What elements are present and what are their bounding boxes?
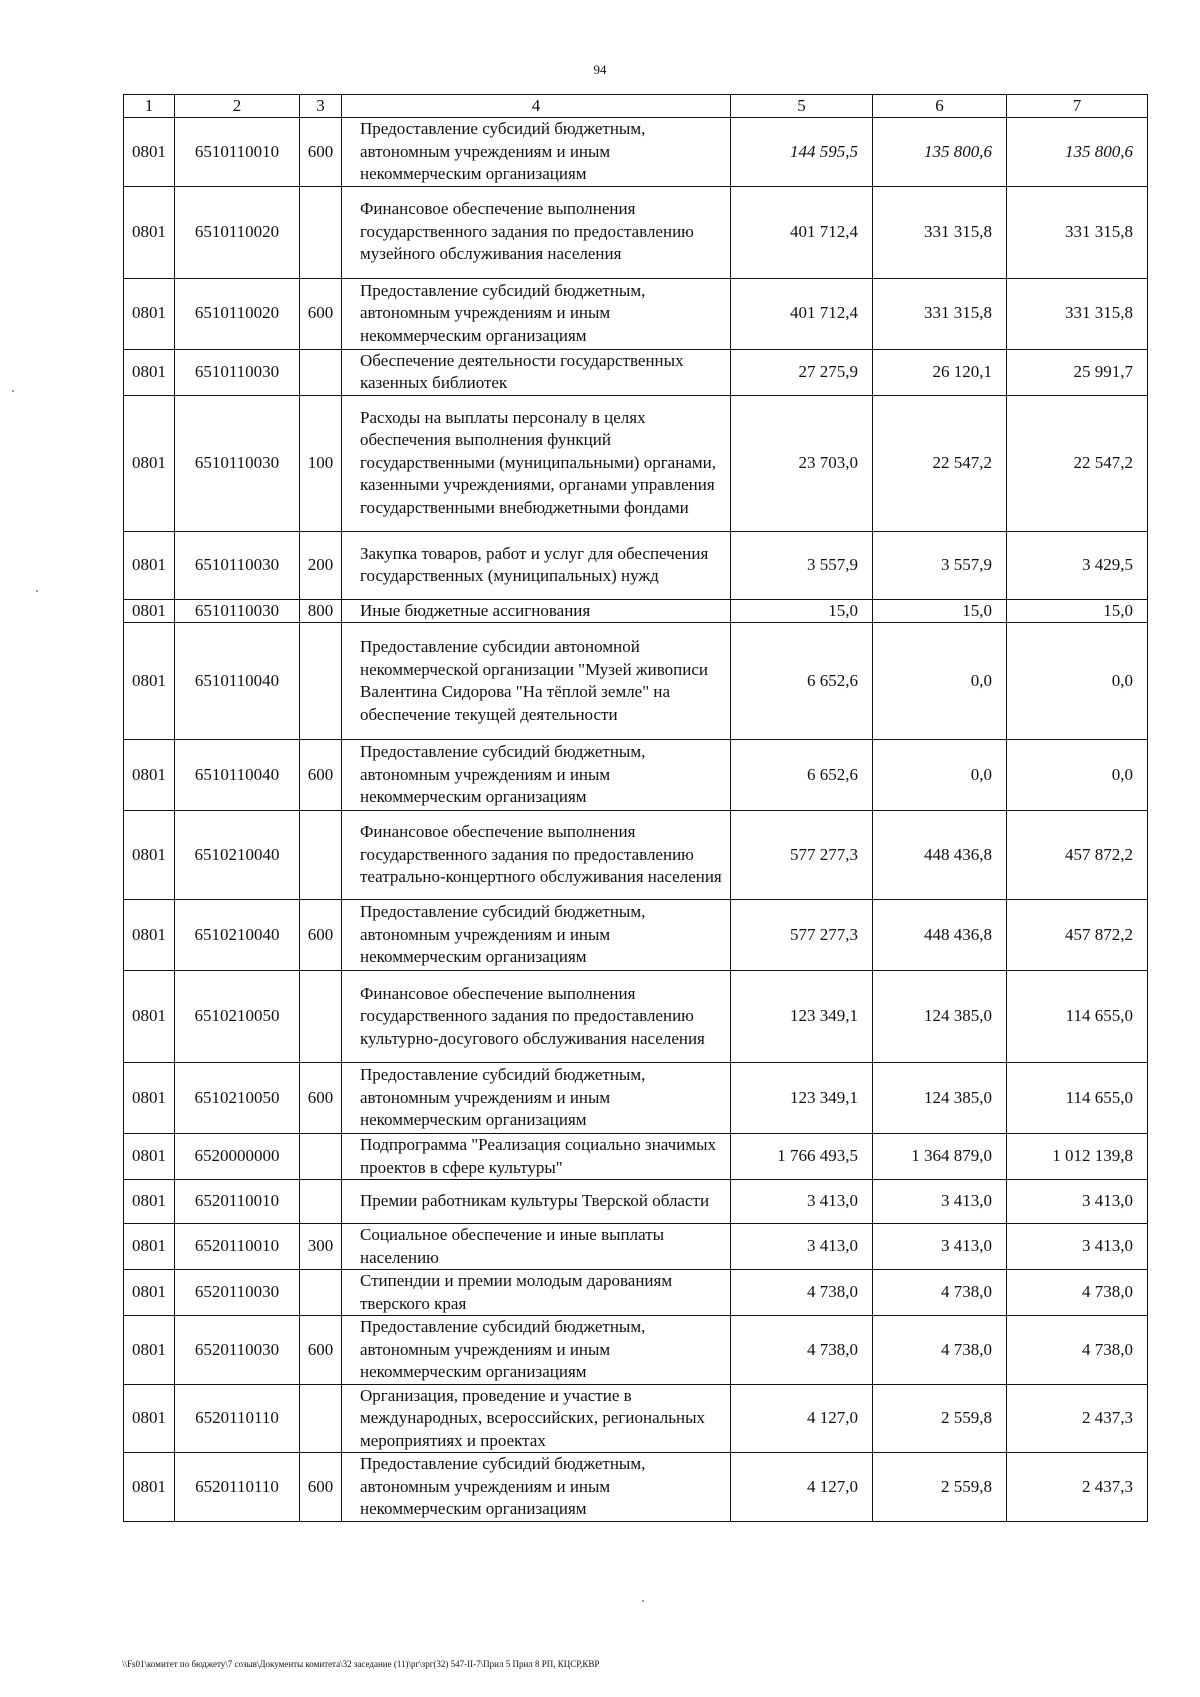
- amount-col5-cell: 577 277,3: [731, 811, 873, 900]
- section-code-cell: 0801: [124, 186, 175, 278]
- table-row: [124, 811, 1148, 900]
- description-cell: Предоставление субсидий бюджетным, автономным учреждениям и иным некоммерческим организациям: [342, 118, 731, 187]
- target-article-cell: 6510110030: [175, 531, 300, 599]
- description-cell: Предоставление субсидий бюджетным, автономным учреждениям и иным некоммерческим организациям: [342, 1063, 731, 1134]
- section-code-cell: 0801: [124, 1270, 175, 1316]
- description-cell: Финансовое обеспечение выполнения государственного задания по предоставлению культурно-досугового обслуживания населения: [342, 971, 731, 1063]
- amount-col6-cell: 0,0: [873, 623, 1007, 740]
- target-article-cell: 6520110010: [175, 1180, 300, 1224]
- target-article-cell: 6510210040: [175, 811, 300, 900]
- amount-col5-cell: 4 738,0: [731, 1316, 873, 1385]
- column-header: 3: [300, 95, 342, 118]
- table-row: [124, 186, 1148, 278]
- target-article-cell: 6520110030: [175, 1316, 300, 1385]
- amount-col7-cell: 2 437,3: [1007, 1384, 1148, 1453]
- amount-col6-cell: 1 364 879,0: [873, 1134, 1007, 1180]
- section-code-cell: 0801: [124, 811, 175, 900]
- section-code-cell: 0801: [124, 1063, 175, 1134]
- scan-speck: [36, 590, 38, 592]
- amount-col7-cell: 0,0: [1007, 623, 1148, 740]
- amount-col6-cell: 3 557,9: [873, 531, 1007, 599]
- page-number: 94: [593, 62, 607, 77]
- amount-col6-cell: 135 800,6: [873, 118, 1007, 187]
- target-article-cell: 6510110010: [175, 118, 300, 187]
- expense-type-cell: [300, 186, 342, 278]
- amount-col5-cell: 4 738,0: [731, 1270, 873, 1316]
- amount-col5-cell: 6 652,6: [731, 740, 873, 811]
- amount-col5-cell: 4 127,0: [731, 1453, 873, 1522]
- section-code-cell: 0801: [124, 278, 175, 349]
- target-article-cell: 6510110020: [175, 186, 300, 278]
- section-code-cell: 0801: [124, 623, 175, 740]
- amount-col6-cell: 2 559,8: [873, 1384, 1007, 1453]
- amount-col5-cell: 3 557,9: [731, 531, 873, 599]
- column-header: 2: [175, 95, 300, 118]
- expense-type-cell: 600: [300, 1063, 342, 1134]
- amount-col5-cell: 1 766 493,5: [731, 1134, 873, 1180]
- table-row: [124, 1384, 1148, 1453]
- expense-type-cell: 600: [300, 118, 342, 187]
- section-code-cell: 0801: [124, 1180, 175, 1224]
- amount-col7-cell: 2 437,3: [1007, 1453, 1148, 1522]
- amount-col5-cell: 6 652,6: [731, 623, 873, 740]
- expense-type-cell: [300, 1180, 342, 1224]
- section-code-cell: 0801: [124, 395, 175, 531]
- amount-col7-cell: 22 547,2: [1007, 395, 1148, 531]
- amount-col6-cell: 4 738,0: [873, 1316, 1007, 1385]
- amount-col6-cell: 331 315,8: [873, 278, 1007, 349]
- table-row: [124, 1134, 1148, 1180]
- section-code-cell: 0801: [124, 118, 175, 187]
- amount-col6-cell: 0,0: [873, 740, 1007, 811]
- table-row: [124, 623, 1148, 740]
- description-cell: Предоставление субсидий бюджетным, автономным учреждениям и иным некоммерческим организациям: [342, 278, 731, 349]
- amount-col6-cell: 22 547,2: [873, 395, 1007, 531]
- expense-type-cell: [300, 1270, 342, 1316]
- section-code-cell: 0801: [124, 1224, 175, 1270]
- description-cell: Предоставление субсидий бюджетным, автономным учреждениям и иным некоммерческим организациям: [342, 740, 731, 811]
- amount-col7-cell: 4 738,0: [1007, 1316, 1148, 1385]
- expense-type-cell: [300, 623, 342, 740]
- target-article-cell: 6520110010: [175, 1224, 300, 1270]
- section-code-cell: 0801: [124, 740, 175, 811]
- expense-type-cell: [300, 1384, 342, 1453]
- target-article-cell: 6510110030: [175, 395, 300, 531]
- amount-col5-cell: 3 413,0: [731, 1180, 873, 1224]
- amount-col5-cell: 577 277,3: [731, 900, 873, 971]
- description-cell: Обеспечение деятельности государственных казенных библиотек: [342, 349, 731, 395]
- amount-col7-cell: 135 800,6: [1007, 118, 1148, 187]
- expense-type-cell: [300, 971, 342, 1063]
- amount-col7-cell: 457 872,2: [1007, 900, 1148, 971]
- amount-col7-cell: 4 738,0: [1007, 1270, 1148, 1316]
- amount-col6-cell: 15,0: [873, 599, 1007, 623]
- amount-col5-cell: 144 595,5: [731, 118, 873, 187]
- column-header: 4: [342, 95, 731, 118]
- target-article-cell: 6510210040: [175, 900, 300, 971]
- target-article-cell: 6510110040: [175, 623, 300, 740]
- description-cell: Предоставление субсидий бюджетным, автономным учреждениям и иным некоммерческим организациям: [342, 900, 731, 971]
- budget-table: [123, 94, 1148, 1522]
- expense-type-cell: 200: [300, 531, 342, 599]
- description-cell: Предоставление субсидий бюджетным, автономным учреждениям и иным некоммерческим организациям: [342, 1453, 731, 1522]
- expense-type-cell: 300: [300, 1224, 342, 1270]
- description-cell: Финансовое обеспечение выполнения государственного задания по предоставлению музейного обслуживания населения: [342, 186, 731, 278]
- section-code-cell: 0801: [124, 599, 175, 623]
- table-row: [124, 531, 1148, 599]
- table-row: [124, 971, 1148, 1063]
- amount-col5-cell: 23 703,0: [731, 395, 873, 531]
- expense-type-cell: 600: [300, 1453, 342, 1522]
- amount-col5-cell: 4 127,0: [731, 1384, 873, 1453]
- column-header: 7: [1007, 95, 1148, 118]
- target-article-cell: 6520000000: [175, 1134, 300, 1180]
- description-cell: Социальное обеспечение и иные выплаты населению: [342, 1224, 731, 1270]
- section-code-cell: 0801: [124, 1384, 175, 1453]
- table-row: [124, 1316, 1148, 1385]
- amount-col7-cell: 114 655,0: [1007, 1063, 1148, 1134]
- target-article-cell: 6520110110: [175, 1453, 300, 1522]
- amount-col5-cell: 27 275,9: [731, 349, 873, 395]
- target-article-cell: 6520110110: [175, 1384, 300, 1453]
- expense-type-cell: 600: [300, 740, 342, 811]
- description-cell: Финансовое обеспечение выполнения государственного задания по предоставлению театрально-концертного обслуживания населения: [342, 811, 731, 900]
- table-row: [124, 900, 1148, 971]
- column-header: 6: [873, 95, 1007, 118]
- section-code-cell: 0801: [124, 1316, 175, 1385]
- scan-speck: [12, 390, 14, 392]
- target-article-cell: 6510110030: [175, 599, 300, 623]
- amount-col7-cell: 0,0: [1007, 740, 1148, 811]
- expense-type-cell: 600: [300, 278, 342, 349]
- table-row: [124, 1180, 1148, 1224]
- amount-col7-cell: 331 315,8: [1007, 278, 1148, 349]
- section-code-cell: 0801: [124, 531, 175, 599]
- amount-col5-cell: 401 712,4: [731, 278, 873, 349]
- footer-file-path: \\Fs01\комитет по бюджету\7 созыв\Документы комитета\32 заседание (11)\рг\зрг(32) 547-II-7\Прил 5 Прил 8 РП, КЦСР,КВР: [122, 1659, 600, 1669]
- section-code-cell: 0801: [124, 349, 175, 395]
- amount-col6-cell: 4 738,0: [873, 1270, 1007, 1316]
- table-row: [124, 740, 1148, 811]
- amount-col6-cell: 124 385,0: [873, 1063, 1007, 1134]
- description-cell: Закупка товаров, работ и услуг для обеспечения государственных (муниципальных) нужд: [342, 531, 731, 599]
- amount-col5-cell: 123 349,1: [731, 1063, 873, 1134]
- amount-col7-cell: 114 655,0: [1007, 971, 1148, 1063]
- column-header: 5: [731, 95, 873, 118]
- target-article-cell: 6510110020: [175, 278, 300, 349]
- amount-col7-cell: 15,0: [1007, 599, 1148, 623]
- amount-col6-cell: 26 120,1: [873, 349, 1007, 395]
- amount-col7-cell: 1 012 139,8: [1007, 1134, 1148, 1180]
- description-cell: Стипендии и премии молодым дарованиям тверского края: [342, 1270, 731, 1316]
- target-article-cell: 6510110030: [175, 349, 300, 395]
- amount-col6-cell: 3 413,0: [873, 1224, 1007, 1270]
- description-cell: Расходы на выплаты персоналу в целях обеспечения выполнения функций государственными (муниципальными) органами, казенными учреждениями, органами управления государственными внебюджетными фондами: [342, 395, 731, 531]
- section-code-cell: 0801: [124, 1453, 175, 1522]
- amount-col7-cell: 457 872,2: [1007, 811, 1148, 900]
- description-cell: Предоставление субсидии автономной некоммерческой организации "Музей живописи Валентина Сидорова "На тёплой земле" на обеспечение текущей деятельности: [342, 623, 731, 740]
- amount-col6-cell: 3 413,0: [873, 1180, 1007, 1224]
- amount-col6-cell: 124 385,0: [873, 971, 1007, 1063]
- table-row: [124, 278, 1148, 349]
- expense-type-cell: [300, 349, 342, 395]
- amount-col5-cell: 3 413,0: [731, 1224, 873, 1270]
- description-cell: Премии работникам культуры Тверской области: [342, 1180, 731, 1224]
- section-code-cell: 0801: [124, 971, 175, 1063]
- table-row: [124, 349, 1148, 395]
- table-row: [124, 1224, 1148, 1270]
- section-code-cell: 0801: [124, 900, 175, 971]
- expense-type-cell: [300, 1134, 342, 1180]
- column-number-row: [124, 95, 1148, 118]
- target-article-cell: 6510110040: [175, 740, 300, 811]
- amount-col6-cell: 448 436,8: [873, 900, 1007, 971]
- amount-col6-cell: 448 436,8: [873, 811, 1007, 900]
- target-article-cell: 6510210050: [175, 971, 300, 1063]
- amount-col7-cell: 25 991,7: [1007, 349, 1148, 395]
- description-cell: Подпрограмма "Реализация социально значимых проектов в сфере культуры": [342, 1134, 731, 1180]
- target-article-cell: 6520110030: [175, 1270, 300, 1316]
- table-row: [124, 599, 1148, 623]
- amount-col5-cell: 15,0: [731, 599, 873, 623]
- description-cell: Организация, проведение и участие в международных, всероссийских, региональных мероприятиях и проектах: [342, 1384, 731, 1453]
- expense-type-cell: [300, 811, 342, 900]
- amount-col6-cell: 331 315,8: [873, 186, 1007, 278]
- expense-type-cell: 100: [300, 395, 342, 531]
- description-cell: Предоставление субсидий бюджетным, автономным учреждениям и иным некоммерческим организациям: [342, 1316, 731, 1385]
- amount-col6-cell: 2 559,8: [873, 1453, 1007, 1522]
- table-row: [124, 1270, 1148, 1316]
- amount-col5-cell: 401 712,4: [731, 186, 873, 278]
- amount-col7-cell: 3 413,0: [1007, 1180, 1148, 1224]
- expense-type-cell: 600: [300, 1316, 342, 1385]
- target-article-cell: 6510210050: [175, 1063, 300, 1134]
- amount-col7-cell: 3 413,0: [1007, 1224, 1148, 1270]
- table-body: [124, 95, 1148, 1522]
- description-cell: Иные бюджетные ассигнования: [342, 599, 731, 623]
- expense-type-cell: 600: [300, 900, 342, 971]
- amount-col5-cell: 123 349,1: [731, 971, 873, 1063]
- table-row: [124, 1453, 1148, 1522]
- amount-col7-cell: 3 429,5: [1007, 531, 1148, 599]
- section-code-cell: 0801: [124, 1134, 175, 1180]
- column-header: 1: [124, 95, 175, 118]
- table-row: [124, 118, 1148, 187]
- expense-type-cell: 800: [300, 599, 342, 623]
- amount-col7-cell: 331 315,8: [1007, 186, 1148, 278]
- table-row: [124, 395, 1148, 531]
- table-row: [124, 1063, 1148, 1134]
- scan-speck: [642, 1600, 644, 1602]
